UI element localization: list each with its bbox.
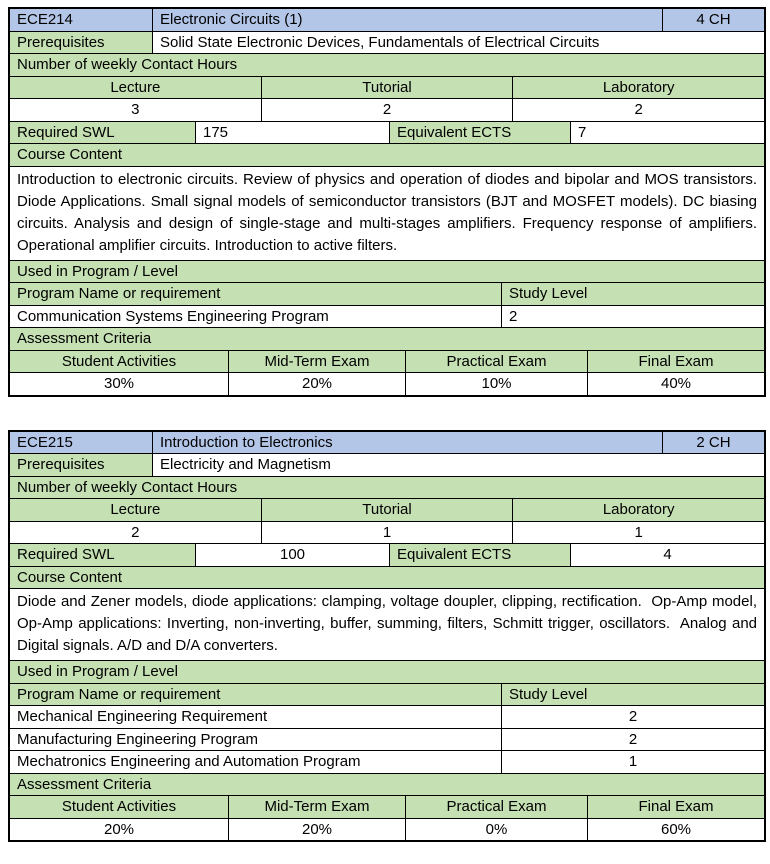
- equivalent-ects-value-cell: 7: [570, 122, 764, 144]
- assessment-header-row: [10, 327, 764, 350]
- program-row: [10, 750, 764, 773]
- equivalent-ects-value-cell: 4: [570, 544, 764, 566]
- prerequisites-label-cell: Prerequisites: [10, 454, 152, 476]
- laboratory-hours-cell: 2: [512, 99, 764, 121]
- assessment-column-header-row: [10, 350, 764, 373]
- credit-hours-cell: 2 CH: [662, 432, 764, 454]
- course-content-row: [10, 166, 764, 260]
- prerequisites-row: [10, 31, 764, 54]
- contact-hours-header-row: [10, 53, 764, 76]
- student-activities-value-cell: 20%: [103, 820, 135, 838]
- program-name-header-cell: Program Name or requirement: [10, 684, 501, 706]
- equivalent-ects-label-cell: Equivalent ECTS: [389, 122, 570, 144]
- program-name-cell: Communication Systems Engineering Program: [17, 307, 329, 325]
- required-swl-value-cell: 100: [195, 544, 389, 566]
- course-content-header-row: [10, 143, 764, 166]
- assessment-label-cell: Assessment Criteria: [10, 328, 764, 350]
- prerequisites-value-cell: Solid State Electronic Devices, Fundamentals of Electrical Circuits: [152, 32, 764, 54]
- table-separator: [8, 397, 762, 430]
- lecture-hours-cell: 2: [131, 523, 140, 541]
- program-name-header-cell: Program Name or requirement: [10, 283, 501, 305]
- study-level-cell: 2: [501, 706, 764, 728]
- mid-term-exam-value-cell: 20%: [228, 819, 405, 841]
- course-content-header-row: [10, 566, 764, 589]
- program-header-row: [10, 282, 764, 305]
- student-activities-header-cell: Student Activities: [10, 796, 228, 818]
- course-table-ece214: [8, 7, 766, 397]
- assessment-values-row: [10, 818, 764, 841]
- tutorial-header-cell: Tutorial: [261, 77, 513, 99]
- course-header-row: [10, 432, 764, 454]
- program-row: [10, 728, 764, 751]
- assessment-header-row: [10, 773, 764, 796]
- final-exam-value-cell: 60%: [587, 819, 764, 841]
- prerequisites-row: [10, 453, 764, 476]
- lecture-hours-cell: 3: [131, 101, 140, 119]
- study-level-header-cell: Study Level: [501, 684, 764, 706]
- student-activities-header-cell: Student Activities: [10, 351, 228, 373]
- workload-row: [10, 121, 764, 144]
- practical-exam-value-cell: 0%: [405, 819, 587, 841]
- course-title-cell: Electronic Circuits (1): [152, 9, 662, 31]
- contact-hours-values-row: [10, 521, 764, 544]
- mid-term-exam-header-cell: Mid-Term Exam: [228, 796, 405, 818]
- practical-exam-header-cell: Practical Exam: [405, 796, 587, 818]
- practical-exam-header-cell: Practical Exam: [405, 351, 587, 373]
- laboratory-header-cell: Laboratory: [512, 499, 764, 521]
- course-header-row: [10, 9, 764, 31]
- study-level-cell: 1: [501, 751, 764, 773]
- course-code-cell: ECE214: [10, 9, 152, 31]
- study-level-header-cell: Study Level: [501, 283, 764, 305]
- required-swl-label-cell: Required SWL: [10, 122, 195, 144]
- practical-exam-value-cell: 10%: [405, 373, 587, 395]
- program-name-cell: Mechatronics Engineering and Automation Program: [17, 753, 361, 771]
- tutorial-hours-cell: 1: [261, 522, 513, 544]
- used-in-program-label-cell: Used in Program / Level: [10, 661, 764, 683]
- final-exam-header-cell: Final Exam: [587, 796, 764, 818]
- program-name-cell: Mechanical Engineering Requirement: [17, 708, 268, 726]
- required-swl-label-cell: Required SWL: [10, 544, 195, 566]
- course-table-ece215: [8, 430, 766, 843]
- final-exam-value-cell: 40%: [587, 373, 764, 395]
- student-activities-value-cell: 30%: [103, 375, 135, 393]
- laboratory-header-cell: Laboratory: [512, 77, 764, 99]
- prerequisites-label-cell: Prerequisites: [10, 32, 152, 54]
- course-content-label-cell: Course Content: [10, 144, 764, 166]
- equivalent-ects-label-cell: Equivalent ECTS: [389, 544, 570, 566]
- study-level-cell: 2: [501, 306, 764, 328]
- assessment-column-header-row: [10, 795, 764, 818]
- lecture-header-cell: Lecture: [10, 499, 261, 521]
- credit-hours-cell: 4 CH: [662, 9, 764, 31]
- final-exam-header-cell: Final Exam: [587, 351, 764, 373]
- contact-hours-header-row: [10, 476, 764, 499]
- mid-term-exam-value-cell: 20%: [228, 373, 405, 395]
- lecture-header-cell: Lecture: [10, 77, 261, 99]
- program-header-row: [10, 683, 764, 706]
- course-content-text: Diode and Zener models, diode applications: clamping, voltage doupler, clipping, rectification. Op-Amp model, Op-Amp applications: Inverting, non-inverting, buffer, summing, filters, Schmitt trigger, oscillators. Analog and Digital signals. A/D and D/A converters.: [17, 593, 762, 654]
- program-row: [10, 305, 764, 328]
- study-level-cell: 2: [501, 729, 764, 751]
- course-content-text: Introduction to electronic circuits. Review of physics and operation of diodes and bipolar and MOS transistors. Diode Applications. Small signal models of semiconductor transistors (BJT and MOSFET models). DC biasing circuits. Analysis and design of single-stage and multi-stages amplifiers. Frequency response of amplifiers. Operational amplifier circuits. Introduction to active filters.: [17, 170, 762, 254]
- contact-hours-column-header-row: [10, 498, 764, 521]
- used-in-program-label-cell: Used in Program / Level: [10, 261, 764, 283]
- required-swl-value-cell: 175: [195, 122, 389, 144]
- workload-row: [10, 543, 764, 566]
- assessment-values-row: [10, 372, 764, 395]
- prerequisites-value-cell: Electricity and Magnetism: [152, 454, 764, 476]
- course-content-label-cell: Course Content: [10, 567, 764, 589]
- assessment-label-cell: Assessment Criteria: [10, 774, 764, 796]
- tutorial-hours-cell: 2: [261, 99, 513, 121]
- course-title-cell: Introduction to Electronics: [152, 432, 662, 454]
- program-row: [10, 705, 764, 728]
- used-in-program-row: [10, 260, 764, 283]
- laboratory-hours-cell: 1: [512, 522, 764, 544]
- contact-hours-values-row: [10, 98, 764, 121]
- tutorial-header-cell: Tutorial: [261, 499, 513, 521]
- course-content-row: [10, 588, 764, 660]
- contact-hours-label-cell: Number of weekly Contact Hours: [10, 54, 764, 76]
- contact-hours-column-header-row: [10, 76, 764, 99]
- mid-term-exam-header-cell: Mid-Term Exam: [228, 351, 405, 373]
- course-code-cell: ECE215: [10, 432, 152, 454]
- used-in-program-row: [10, 660, 764, 683]
- program-name-cell: Manufacturing Engineering Program: [17, 730, 258, 748]
- contact-hours-label-cell: Number of weekly Contact Hours: [10, 477, 764, 499]
